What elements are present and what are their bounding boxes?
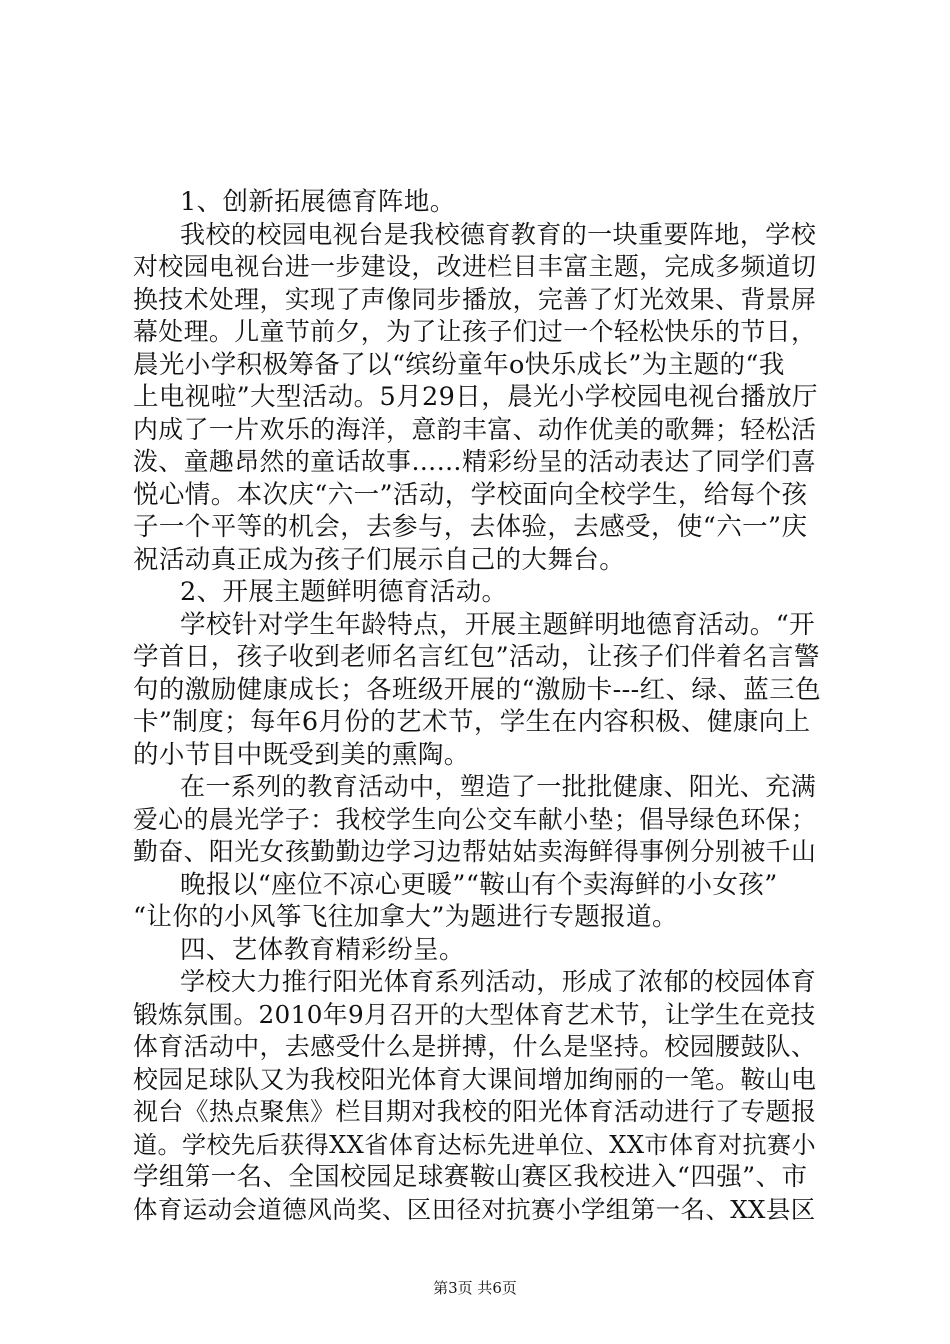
text-line: “让你的小风筝飞往加拿大”为题进行专题报道。 [133,902,678,932]
text-line: 勤奋、阳光女孩勤勤边学习边帮姑姑卖海鲜得事例分别被千山 [133,837,817,866]
text-line: 学校大力推行阳光体育系列活动，形成了浓郁的校园体育 [180,967,817,996]
text-line: 泼、童趣昂然的童话故事……精彩纷呈的活动表达了同学们喜 [133,447,817,476]
text-line: 上电视啦”大型活动。5月29日，晨光小学校园电视台播放厅 [133,382,818,412]
text-line: 2、开展主题鲜明德育活动。 [180,577,508,607]
text-line: 句的激励健康成长；各班级开展的“激励卡---红、绿、蓝三色 [133,674,821,705]
text-line: 学校针对学生年龄特点，开展主题鲜明地德育活动。“开 [180,609,816,640]
text-line: 体育活动中，去感受什么是拼搏，什么是坚持。校园腰鼓队、 [133,1032,817,1061]
text-line: 我校的校园电视台是我校德育教育的一块重要阵地，学校 [180,219,817,249]
text-line: 校园足球队又为我校阳光体育大课间增加绚丽的一笔。鞍山电 [133,1064,817,1094]
text-line: 爱心的晨光学子：我校学生向公交车献小垫；倡导绿色环保； [133,804,817,834]
text-line: 锻炼氛围。2010年9月召开的大型体育艺术节，让学生在竞技 [133,999,816,1029]
text-line: 晨光小学积极筹备了以“缤纷童年o快乐成长”为主题的“我 [133,349,785,380]
text-line: 对校园电视台进一步建设，改进栏目丰富主题，完成多频道切 [133,252,817,281]
text-line: 卡”制度；每年6月份的艺术节，学生在内容积极、健康向上 [133,707,811,737]
page-footer: 第3页 共6页 [433,1279,517,1297]
text-line: 的小节目中既受到美的熏陶。 [133,739,470,770]
text-line: 1、创新拓展德育阵地。 [180,187,456,217]
document-body [133,186,823,1226]
text-line: 幕处理。儿童节前夕，为了让孩子们过一个轻松快乐的节日， [133,317,817,346]
text-line: 视台《热点聚焦》栏目期对我校的阳光体育活动进行了专题报 [133,1097,817,1126]
text-line: 四、艺体教育精彩纷呈。 [180,934,465,965]
text-line: 子一个平等的机会，去参与，去体验，去感受，使“六一”庆 [133,512,808,542]
text-line: 悦心情。本次庆“六一”活动，学校面向全校学生，给每个孩 [133,479,808,510]
text-line: 内成了一片欢乐的海洋，意韵丰富、动作优美的歌舞；轻松活 [133,414,817,444]
text-line: 祝活动真正成为孩子们展示自己的大舞台。 [133,544,626,575]
text-line: 体育运动会道德风尚奖、区田径对抗赛小学组第一名、XX县区 [133,1194,816,1224]
text-line: 道。学校先后获得XX省体育达标先进单位、XX市体育对抗赛小 [133,1130,816,1159]
text-line: 换技术处理，实现了声像同步播放，完善了灯光效果、背景屏 [133,284,817,314]
text-line: 晚报以“座位不凉心更暖”“鞍山有个卖海鲜的小女孩” [180,869,778,900]
text-line: 学组第一名、全国校园足球赛鞍山赛区我校进入“四强”、市 [133,1162,808,1192]
text-line: 在一系列的教育活动中，塑造了一批批健康、阳光、充满 [180,772,817,801]
text-line: 学首日，孩子收到老师名言红包”活动，让孩子们伴着名言警 [133,642,820,672]
